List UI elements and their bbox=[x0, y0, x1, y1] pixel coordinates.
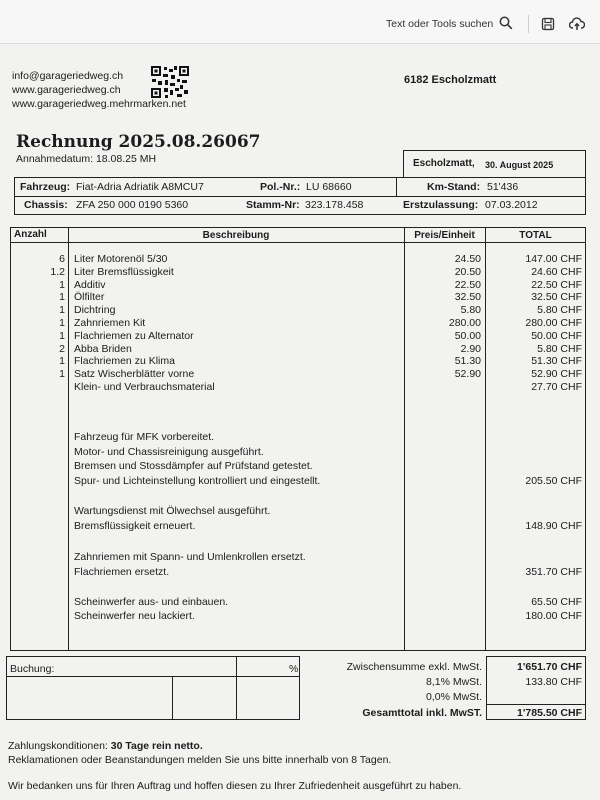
item-total: 32.50 CHF bbox=[531, 291, 582, 304]
chassis-value: ZFA 250 000 0190 5360 bbox=[76, 199, 189, 211]
payment-terms-value: 30 Tage rein netto. bbox=[110, 740, 203, 752]
col-header-anzahl: Anzahl bbox=[14, 229, 47, 240]
complaints-note: Reklamationen oder Beanstandungen melden Sie uns bitte innerhalb von 8 Tagen. bbox=[8, 754, 392, 766]
service-total: 148.90 CHF bbox=[525, 519, 582, 532]
erstzul-label: Erstzulassung: bbox=[403, 199, 479, 211]
item-qty: 1 bbox=[59, 368, 65, 381]
item-unit-price: 2.90 bbox=[460, 342, 481, 355]
tool-search[interactable] bbox=[386, 14, 513, 34]
erstzul-value: 07.03.2012 bbox=[485, 199, 538, 211]
item-description: Additiv bbox=[74, 278, 106, 291]
item-total: 5.80 CHF bbox=[537, 304, 582, 317]
item-total: 51.30 CHF bbox=[531, 355, 582, 368]
sender-website: www.garageriedweg.ch bbox=[12, 84, 121, 96]
col-header-total: TOTAL bbox=[519, 230, 552, 241]
item-total: 5.80 CHF bbox=[537, 342, 582, 355]
service-line: Flachriemen ersetzt. bbox=[74, 565, 170, 578]
item-qty: 2 bbox=[59, 342, 65, 355]
item-description: Flachriemen zu Alternator bbox=[74, 329, 194, 342]
table-header-divider bbox=[10, 242, 586, 243]
toolbar-divider bbox=[528, 15, 529, 33]
item-total: 24.60 CHF bbox=[531, 265, 582, 278]
col-header-preis: Preis/Einheit bbox=[414, 230, 475, 241]
item-description: Dichtring bbox=[74, 304, 116, 317]
item-description: Liter Bremsflüssigkeit bbox=[74, 265, 174, 278]
subtotal-label: Zwischensumme exkl. MwSt. bbox=[346, 661, 482, 673]
item-unit-price: 22.50 bbox=[454, 278, 481, 291]
service-total: 205.50 CHF bbox=[525, 474, 582, 487]
item-unit-price: 50.00 bbox=[454, 329, 481, 342]
service-total: 65.50 CHF bbox=[531, 596, 582, 608]
thanks-note: Wir bedanken uns für Ihren Auftrag und hoffen diesen zu Ihrer Zufriedenheit ausgeführt zu haben. bbox=[8, 780, 462, 792]
item-total: 52.90 CHF bbox=[531, 368, 582, 381]
search-icon[interactable] bbox=[499, 16, 513, 33]
col-divider-anzahl bbox=[68, 227, 69, 651]
qr-code-icon bbox=[151, 66, 189, 98]
item-total: 22.50 CHF bbox=[531, 278, 582, 291]
item-qty: 6 bbox=[59, 253, 65, 265]
invoice-document bbox=[0, 44, 600, 800]
tool-search-label[interactable]: Text oder Tools suchen bbox=[386, 18, 494, 30]
grand-total-label: Gesamttotal inkl. MwST. bbox=[362, 707, 482, 719]
item-unit-price: 5.80 bbox=[460, 304, 481, 317]
service-line: Scheinwerfer neu lackiert. bbox=[74, 610, 195, 622]
item-qty: 1.2 bbox=[50, 265, 65, 278]
item-qty: 1 bbox=[59, 278, 65, 291]
viewer-toolbar bbox=[0, 0, 600, 44]
item-unit-price: 51.30 bbox=[454, 355, 481, 368]
stamm-label: Stamm-Nr: bbox=[246, 199, 300, 211]
polnr-label: Pol.-Nr.: bbox=[260, 181, 301, 193]
invoice-place: Escholzmatt, bbox=[413, 158, 475, 169]
item-total: 27.70 CHF bbox=[531, 381, 582, 393]
col-header-beschreibung: Beschreibung bbox=[202, 230, 270, 241]
summary-total-divider bbox=[486, 704, 586, 705]
invoice-title: Rechnung 2025.08.26067 bbox=[16, 132, 261, 152]
service-line: Motor- und Chassisreinigung ausgeführt. bbox=[74, 445, 264, 458]
service-line: Scheinwerfer aus- und einbauen. bbox=[74, 596, 229, 608]
item-description: Klein- und Verbrauchsmaterial bbox=[74, 381, 215, 393]
item-qty: 1 bbox=[59, 304, 65, 317]
item-description: Zahnriemen Kit bbox=[74, 317, 146, 329]
stamm-value: 323.178.458 bbox=[305, 199, 364, 211]
vat-8-1-label: 8,1% MwSt. bbox=[425, 676, 482, 688]
item-unit-price: 52.90 bbox=[454, 368, 481, 381]
payment-terms-prefix: Zahlungskonditionen: bbox=[8, 740, 108, 752]
payment-terms bbox=[8, 740, 203, 752]
item-qty: 1 bbox=[59, 355, 65, 368]
save-icon[interactable] bbox=[538, 14, 558, 34]
service-line: Fahrzeug für MFK vorbereitet. bbox=[74, 431, 215, 443]
vat-8-1-value: 133.80 CHF bbox=[525, 676, 582, 688]
polnr-value: LU 68660 bbox=[306, 181, 352, 193]
vehicle-divider bbox=[14, 196, 586, 197]
item-unit-price: 32.50 bbox=[454, 291, 481, 304]
item-description: Flachriemen zu Klima bbox=[74, 355, 175, 368]
subtotal-value: 1'651.70 CHF bbox=[517, 661, 582, 673]
buchung-col-divider-1 bbox=[172, 676, 173, 720]
annahme-date: Annahmedatum: 18.08.25 MH bbox=[16, 153, 157, 165]
item-qty: 1 bbox=[59, 291, 65, 304]
sender-website-2: www.garageriedweg.mehrmarken.net bbox=[12, 98, 186, 110]
vehicle-col-divider bbox=[396, 177, 397, 196]
vat-0-label: 0,0% MwSt. bbox=[425, 691, 482, 703]
sender-email: info@garageriedweg.ch bbox=[12, 70, 124, 82]
fahrzeug-value: Fiat-Adria Adriatik A8MCU7 bbox=[76, 181, 204, 193]
service-line: Wartungsdienst mit Ölwechsel ausgeführt. bbox=[74, 505, 271, 517]
service-line: Spur- und Lichteinstellung kontrolliert und eingestellt. bbox=[74, 474, 321, 487]
item-qty: 1 bbox=[59, 329, 65, 342]
grand-total-value: 1'785.50 CHF bbox=[517, 707, 582, 719]
item-unit-price: 280.00 bbox=[448, 317, 481, 329]
item-total: 50.00 CHF bbox=[531, 329, 582, 342]
item-total: 147.00 CHF bbox=[525, 253, 582, 265]
item-unit-price: 24.50 bbox=[454, 253, 481, 265]
item-qty: 1 bbox=[59, 317, 65, 329]
service-line: Bremsen und Stossdämpfer auf Prüfstand getestet. bbox=[74, 460, 313, 473]
service-line: Bremsflüssigkeit erneuert. bbox=[74, 519, 196, 532]
service-total: 180.00 CHF bbox=[525, 610, 582, 622]
invoice-date: 30. August 2025 bbox=[485, 160, 554, 170]
buchung-row-divider bbox=[6, 676, 300, 677]
service-total: 351.70 CHF bbox=[525, 565, 582, 578]
upload-cloud-icon[interactable] bbox=[567, 14, 587, 34]
kmstand-label: Km-Stand: bbox=[427, 181, 481, 193]
item-description: Abba Briden bbox=[74, 342, 132, 355]
fahrzeug-label: Fahrzeug: bbox=[20, 181, 71, 193]
item-description: Ölfilter bbox=[74, 291, 105, 304]
item-description: Satz Wischerblätter vorne bbox=[74, 368, 195, 381]
chassis-label: Chassis: bbox=[24, 199, 68, 211]
service-line: Zahnriemen mit Spann- und Umlenkrollen ersetzt. bbox=[74, 551, 306, 563]
item-total: 280.00 CHF bbox=[525, 317, 582, 329]
buchung-col-divider-2 bbox=[236, 656, 237, 720]
kmstand-value: 51'436 bbox=[487, 181, 519, 193]
buchung-label: Buchung: bbox=[10, 663, 55, 675]
sender-location: 6182 Escholzmatt bbox=[404, 74, 497, 86]
buchung-percent: % bbox=[289, 663, 299, 675]
item-unit-price: 20.50 bbox=[454, 265, 481, 278]
item-description: Liter Motorenöl 5/30 bbox=[74, 253, 168, 265]
